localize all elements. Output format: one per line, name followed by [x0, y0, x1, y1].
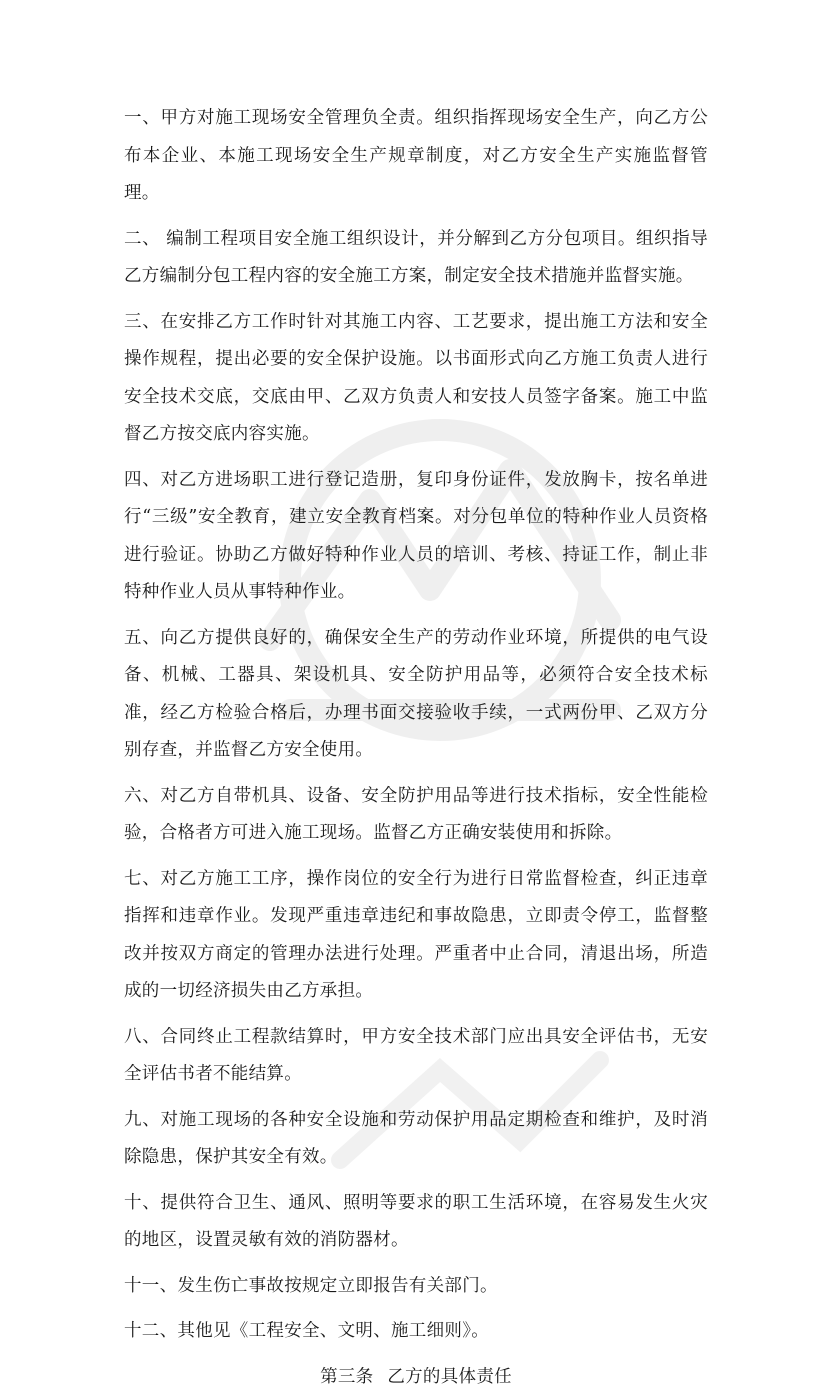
clause-5: 五、向乙方提供良好的，确保安全生产的劳动作业环境，所提供的电气设备、机械、工器具、架设机具、安全防护用品等，必须符合安全技术标准，经乙方检验合格后，办理书面交接验收手续，一式两份甲、乙双方分别存查，并监督乙方安全使用。	[124, 627, 708, 760]
clause-3: 三、在安排乙方工作时针对其施工内容、工艺要求，提出施工方法和安全操作规程，提出必要的安全保护设施。以书面形式向乙方施工负责人进行安全技术交底，交底由甲、乙双方负责人和安技人员签字备案。施工中监督乙方按交底内容实施。	[124, 311, 708, 444]
clause-1: 一、甲方对施工现场安全管理负全责。组织指挥现场安全生产，向乙方公布本企业、本施工现场安全生产规章制度，对乙方安全生产实施监督管理。	[124, 108, 708, 203]
clause-2: 二、 编制工程项目安全施工组织设计，并分解到乙方分包项目。组织指导乙方编制分包工程内容的安全施工方案，制定安全技术措施并监督实施。	[124, 228, 708, 286]
clause-6: 六、对乙方自带机具、设备、安全防护用品等进行技术指标，安全性能检验，合格者方可进入施工现场。监督乙方正确安装使用和拆除。	[124, 785, 708, 843]
clause-9: 九、对施工现场的各种安全设施和劳动保护用品定期检查和维护，及时消除隐患，保护其安全有效。	[124, 1109, 708, 1167]
clause-8: 八、合同终止工程款结算时，甲方安全技术部门应出具安全评估书，无安全评估书者不能结算。	[124, 1026, 708, 1084]
clause-10: 十、提供符合卫生、通风、照明等要求的职工生活环境，在容易发生火灾的地区，设置灵敏有效的消防器材。	[124, 1192, 708, 1250]
clause-11: 十一、发生伤亡事故按规定立即报告有关部门。	[124, 1275, 498, 1296]
document-body	[124, 100, 708, 1396]
section-title: 第三条 乙方的具体责任	[320, 1366, 512, 1387]
clause-4: 四、对乙方进场职工进行登记造册，复印身份证件，发放胸卡，按名单进行“三级”安全教育，建立安全教育档案。对分包单位的特种作业人员资格进行验证。协助乙方做好特种作业人员的培训、考核、持证工作，制止非特种作业人员从事特种作业。	[124, 469, 708, 602]
clause-12: 十二、其他见《工程安全、文明、施工细则》。	[124, 1321, 490, 1341]
clause-7: 七、对乙方施工工序，操作岗位的安全行为进行日常监督检查，纠正违章指挥和违章作业。发现严重违章违纪和事故隐患，立即责令停工，监督整改并按双方商定的管理办法进行处理。严重者中止合同，清退出场，所造成的一切经济损失由乙方承担。	[124, 868, 708, 1001]
